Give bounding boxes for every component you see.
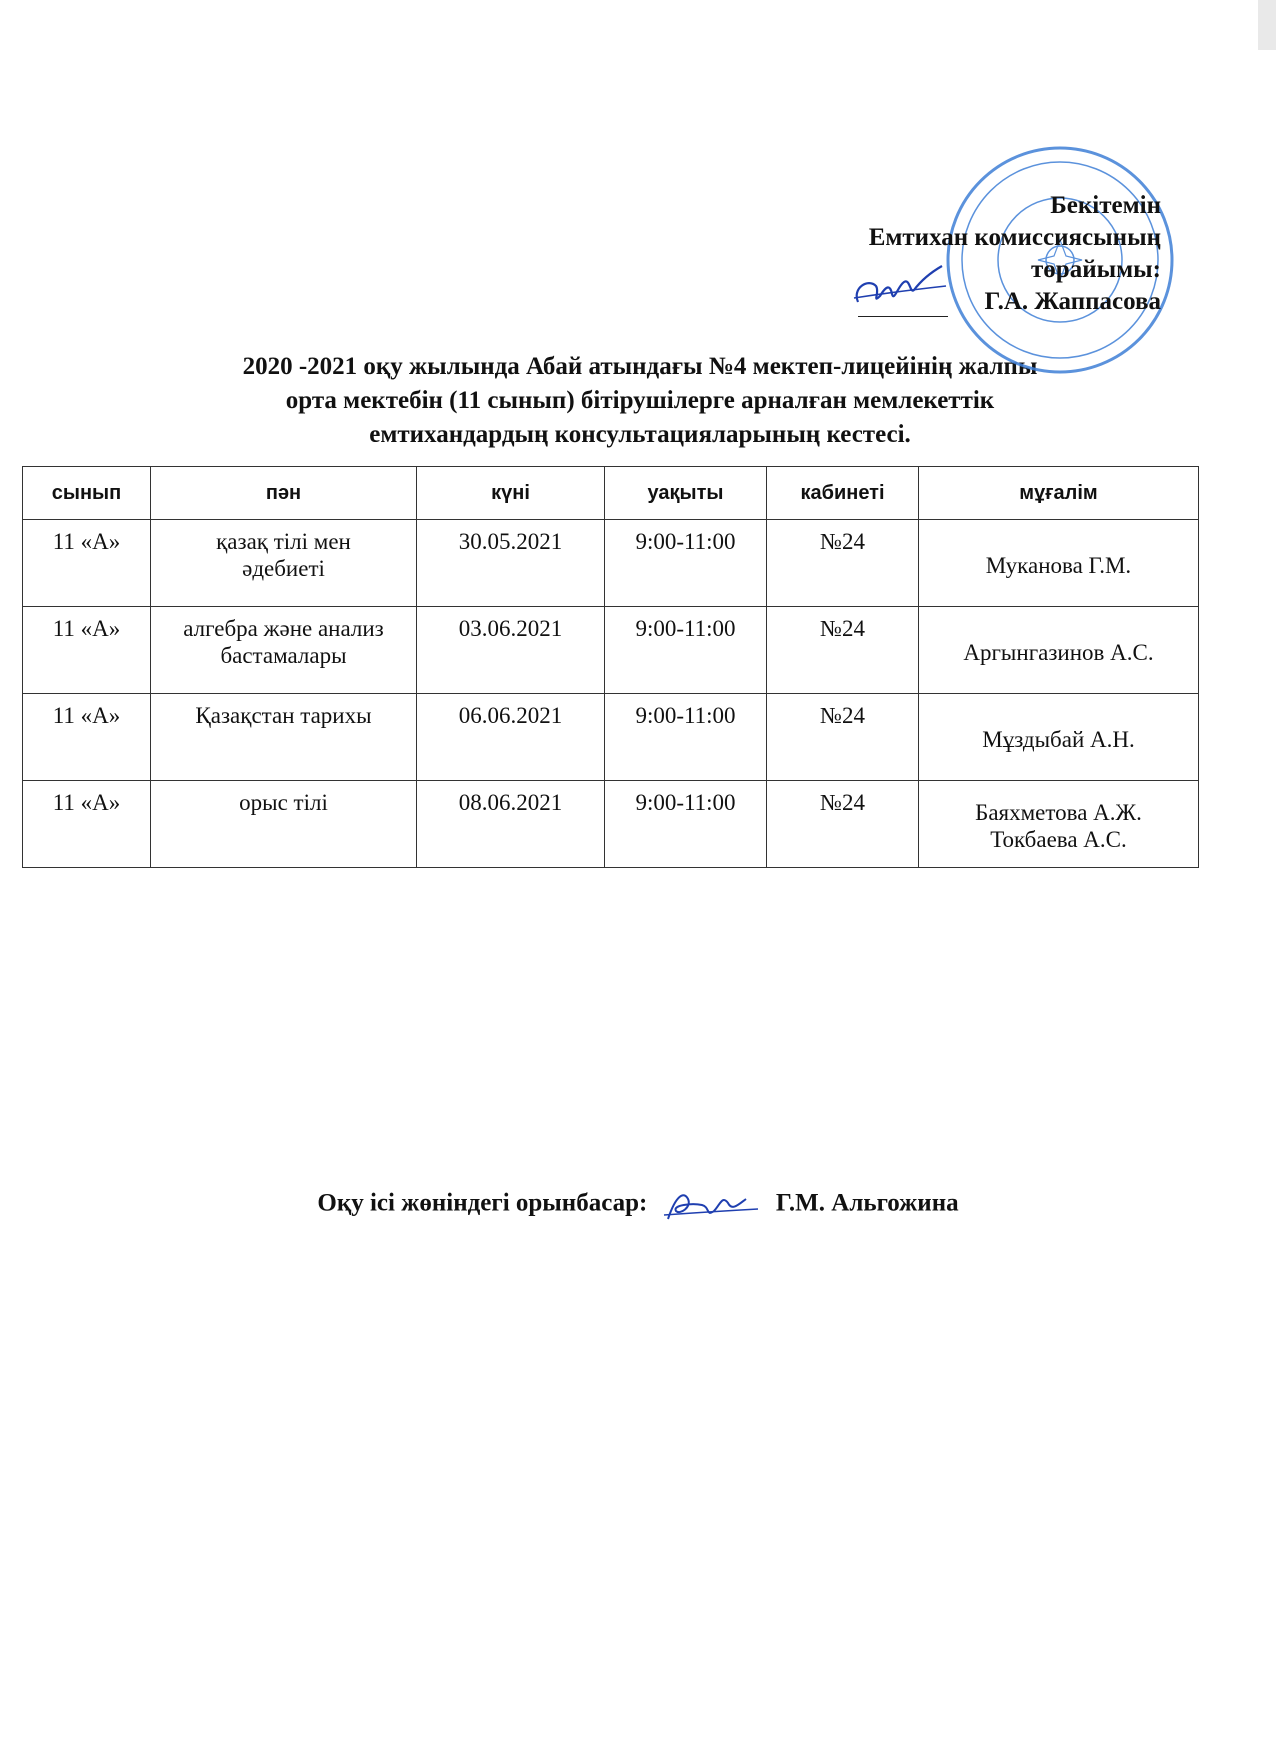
cell-class: 11 «А»	[23, 520, 151, 607]
subject-line: алгебра және анализ	[183, 616, 384, 641]
table-header-row	[23, 467, 1199, 520]
teacher-line: Токбаева А.С.	[990, 827, 1127, 852]
scan-edge-mark	[1258, 0, 1276, 50]
subject-line: әдебиеті	[242, 556, 325, 581]
header-class: сынып	[23, 467, 151, 520]
cell-time: 9:00-11:00	[605, 781, 767, 868]
chair-signature	[850, 260, 960, 320]
cell-class: 11 «А»	[23, 781, 151, 868]
deputy-signature	[662, 1185, 762, 1225]
subject-line: қазақ тілі мен	[216, 529, 351, 554]
title-line-2: орта мектебін (11 сынып) бітірушілерге арналған мемлекеттік	[285, 387, 995, 414]
cell-subject	[151, 694, 417, 781]
cell-room: №24	[767, 607, 919, 694]
approval-line-chair: төрайымы:	[1031, 256, 1161, 283]
consultation-schedule-table	[22, 466, 1199, 868]
subject-line: орыс тілі	[239, 790, 328, 815]
cell-teacher	[919, 607, 1199, 694]
cell-subject	[151, 520, 417, 607]
approval-line-commission: Емтихан комиссиясының	[868, 224, 1161, 251]
header-subject: пән	[151, 467, 417, 520]
subject-line: бастамалары	[220, 643, 347, 668]
cell-subject	[151, 781, 417, 868]
header-time: уақыты	[605, 467, 767, 520]
cell-time: 9:00-11:00	[605, 520, 767, 607]
table-row	[23, 781, 1199, 868]
cell-teacher	[919, 781, 1199, 868]
header-room: кабинеті	[767, 467, 919, 520]
cell-time: 9:00-11:00	[605, 607, 767, 694]
deputy-name: Г.М. Альгожина	[775, 1189, 959, 1217]
footer-signature-block	[0, 1185, 1276, 1225]
teacher-line: Баяхметова А.Ж.	[975, 800, 1142, 825]
title-line-1: 2020 -2021 оқу жылында Абай атындағы №4 мектеп-лицейінің жалпы	[242, 353, 1038, 380]
table-row	[23, 694, 1199, 781]
cell-subject	[151, 607, 417, 694]
cell-teacher	[919, 694, 1199, 781]
cell-class: 11 «А»	[23, 694, 151, 781]
title-line-3: емтихандардың консультацияларының кестесі.	[369, 421, 911, 448]
cell-date: 06.06.2021	[417, 694, 605, 781]
teacher-line: Аргынгазинов А.С.	[963, 639, 1154, 665]
cell-room: №24	[767, 781, 919, 868]
deputy-role: Оқу ісі жөніндегі орынбасар:	[317, 1189, 648, 1217]
subject-line: Қазақстан тарихы	[195, 703, 372, 728]
header-teacher: мұғалім	[919, 467, 1199, 520]
cell-date: 08.06.2021	[417, 781, 605, 868]
cell-date: 30.05.2021	[417, 520, 605, 607]
cell-time: 9:00-11:00	[605, 694, 767, 781]
cell-class: 11 «А»	[23, 607, 151, 694]
cell-teacher	[919, 520, 1199, 607]
cell-room: №24	[767, 520, 919, 607]
cell-date: 03.06.2021	[417, 607, 605, 694]
table-row	[23, 607, 1199, 694]
teacher-line: Мұздыбай А.Н.	[982, 726, 1135, 752]
teacher-line: Муканова Г.М.	[985, 552, 1132, 578]
table-row	[23, 520, 1199, 607]
approval-line-approve: Бекітемін	[1050, 192, 1161, 219]
header-date: күні	[417, 467, 605, 520]
cell-room: №24	[767, 694, 919, 781]
approval-line-name: Г.А. Жаппасова	[984, 288, 1161, 315]
